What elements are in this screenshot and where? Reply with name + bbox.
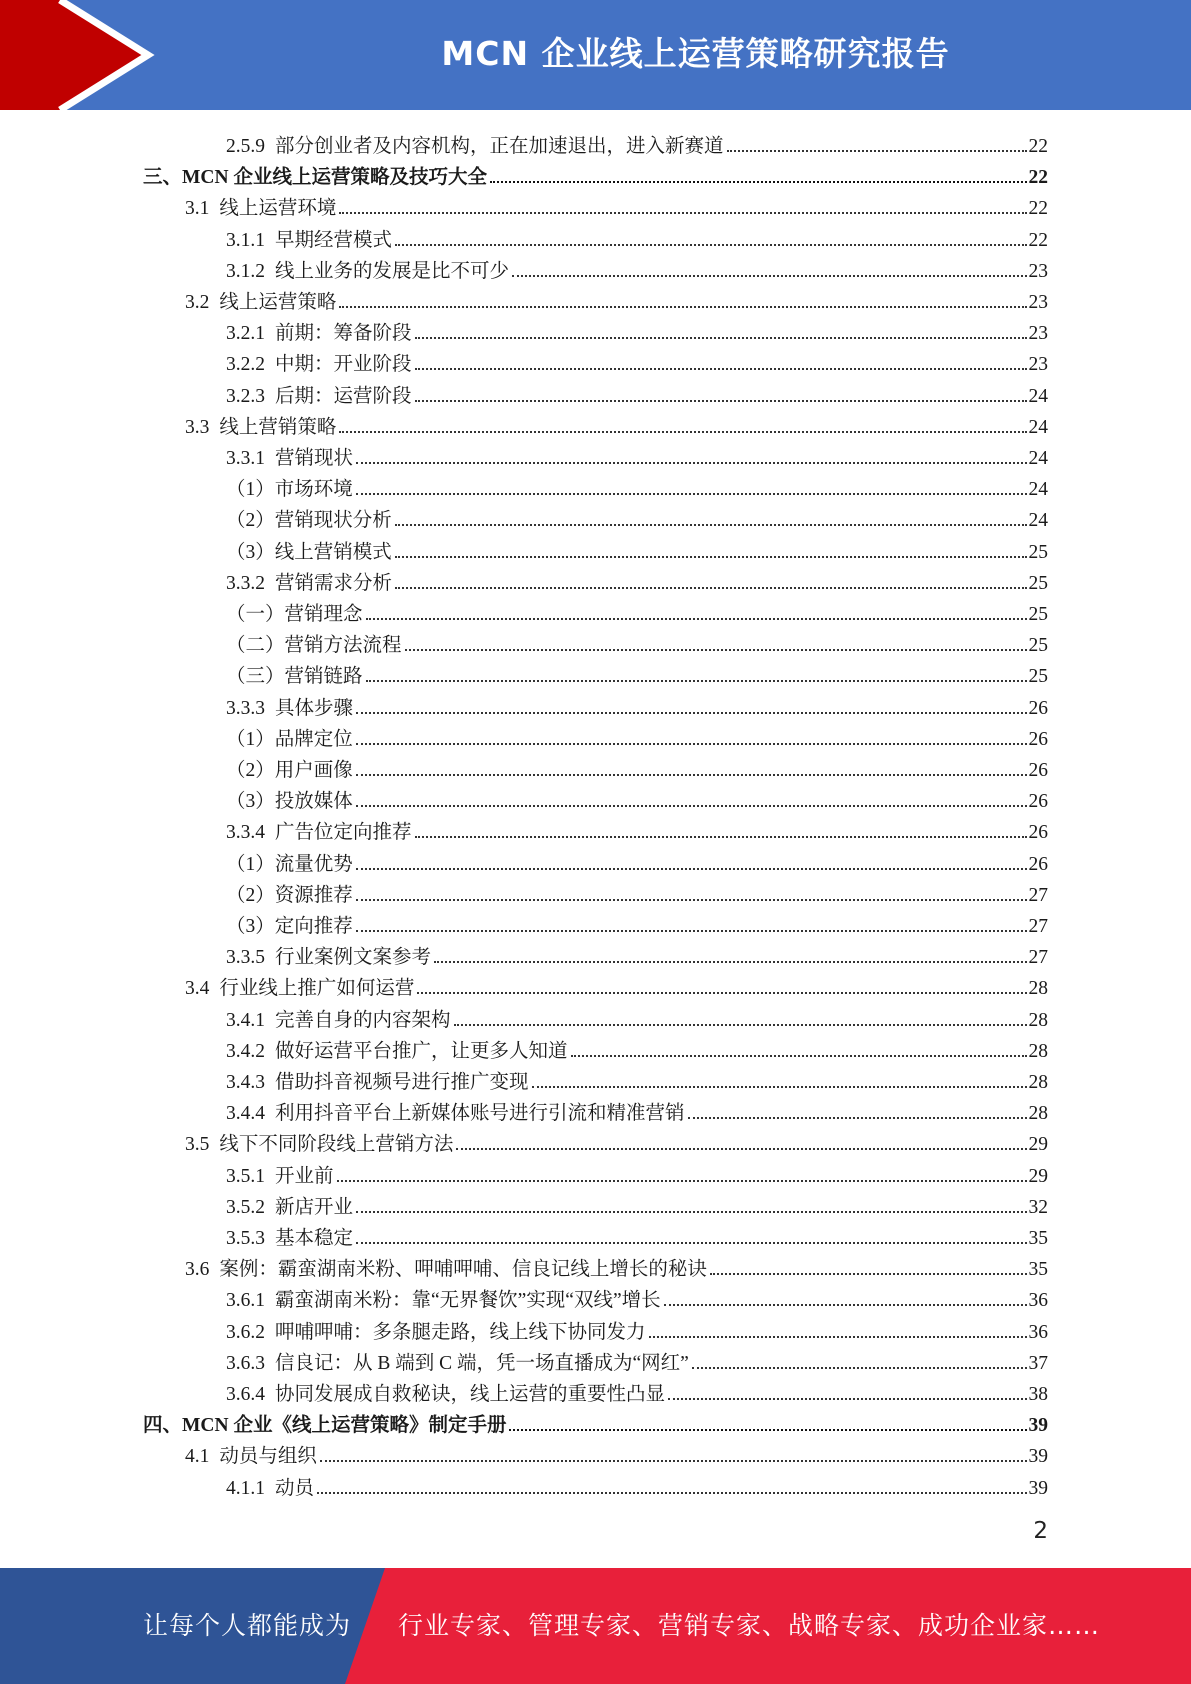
toc-entry-page: 39 — [1028, 1415, 1048, 1437]
toc-entry-number: 3.5.3 — [226, 1228, 265, 1249]
toc-entry[interactable] — [185, 1437, 1048, 1468]
toc-entry-page: 28 — [1028, 1009, 1048, 1031]
toc-entry-page: 24 — [1028, 416, 1048, 438]
toc-entry-page: 26 — [1028, 853, 1048, 875]
toc-entry-page: 29 — [1028, 1134, 1048, 1156]
toc-entry-title: （2）资源推荐 — [226, 884, 353, 906]
toc-entry-title: （3）线上营销模式 — [226, 541, 392, 563]
toc-entry-number: 3.4.1 — [226, 1009, 265, 1031]
toc-entry-page: 24 — [1028, 479, 1048, 501]
toc-entry[interactable] — [226, 1469, 1048, 1500]
toc-leader-dots — [339, 305, 1026, 308]
toc-entry-title: 营销现状 — [275, 448, 354, 469]
toc-entry-number: 3.3.1 — [226, 448, 265, 469]
toc-entry[interactable] — [226, 1157, 1048, 1188]
toc-leader-dots — [356, 1210, 1026, 1213]
toc-leader-dots — [727, 149, 1027, 152]
toc-leader-dots — [356, 773, 1027, 776]
toc-entry-page: 29 — [1028, 1165, 1048, 1187]
toc-entry-number: 3.2.2 — [226, 354, 265, 376]
toc-leader-dots — [356, 492, 1027, 495]
toc-entry-page: 27 — [1028, 916, 1048, 937]
toc-entry-page: 39 — [1028, 1446, 1048, 1468]
toc-entry-page: 26 — [1028, 791, 1048, 813]
toc-entry-title: 具体步骤 — [275, 697, 354, 719]
toc-entry[interactable] — [226, 689, 1048, 720]
toc-leader-dots — [688, 1116, 1027, 1119]
toc-leader-dots — [366, 679, 1027, 682]
toc-entry-title: （三）营销链路 — [226, 666, 363, 688]
toc-leader-dots — [356, 742, 1027, 745]
toc-entry[interactable] — [226, 314, 1048, 345]
toc-entry-page: 36 — [1028, 1290, 1048, 1312]
toc-leader-dots — [509, 1428, 1026, 1431]
toc-entry[interactable] — [226, 345, 1048, 376]
toc-entry[interactable] — [226, 782, 1048, 813]
toc-entry-title: 完善自身的内容架构 — [275, 1009, 451, 1031]
toc-leader-dots — [356, 461, 1026, 464]
toc-entry-title: 早期经营模式 — [275, 229, 393, 251]
toc-leader-dots — [490, 180, 1027, 183]
toc-entry-page: 28 — [1028, 978, 1048, 1000]
toc-entry-number: 3.5.2 — [226, 1196, 265, 1218]
toc-entry-page: 22 — [1028, 167, 1048, 189]
toc-leader-dots — [339, 430, 1026, 433]
toc-entry-number: 3.5 — [185, 1134, 210, 1156]
toc-entry[interactable] — [226, 751, 1048, 782]
toc-entry-page: 27 — [1028, 947, 1048, 969]
toc-entry-page: 36 — [1028, 1321, 1048, 1343]
toc-entry-page: 23 — [1028, 292, 1048, 313]
toc-entry-title: （2）营销现状分析 — [226, 510, 392, 532]
toc-entry-title: 四、MCN 企业《线上运营策略》制定手册 — [143, 1415, 507, 1437]
toc-leader-dots — [415, 336, 1027, 339]
toc-entry[interactable] — [226, 876, 1048, 907]
toc-entry-title: 线下不同阶段线上营销方法 — [219, 1134, 454, 1156]
toc-leader-dots — [405, 648, 1027, 651]
toc-entry[interactable] — [185, 969, 1048, 1000]
toc-entry-title: 信良记：从 B 端到 C 端，凭一场直播成为“网红” — [275, 1352, 689, 1374]
toc-entry-title: 中期：开业阶段 — [275, 354, 412, 376]
toc-entry[interactable] — [143, 158, 1048, 189]
toc-entry-title: （3）定向推荐 — [226, 916, 353, 937]
toc-entry[interactable] — [226, 1094, 1048, 1125]
toc-leader-dots — [512, 274, 1026, 277]
toc-leader-dots — [415, 835, 1027, 838]
toc-entry-number: 3.4.4 — [226, 1103, 265, 1125]
toc-entry-number: 2.5.9 — [226, 136, 265, 157]
toc-entry[interactable] — [226, 1188, 1048, 1219]
toc-entry-title: 行业线上推广如何运营 — [219, 978, 415, 1000]
toc-leader-dots — [395, 555, 1027, 558]
toc-leader-dots — [456, 1147, 1026, 1150]
toc-entry-number: 3.3 — [185, 416, 210, 438]
toc-leader-dots — [356, 711, 1026, 714]
toc-entry-title: 三、MCN 企业线上运营策略及技巧大全 — [143, 167, 487, 189]
toc-leader-dots — [339, 211, 1026, 214]
toc-entry-title: 后期：运营阶段 — [275, 385, 412, 407]
footer-banner — [0, 1568, 1191, 1684]
toc-entry-title: （一）营销理念 — [226, 604, 363, 625]
toc-entry-page: 37 — [1028, 1352, 1048, 1374]
toc-leader-dots — [417, 991, 1026, 994]
toc-entry-number: 3.6.4 — [226, 1384, 265, 1405]
toc-entry[interactable] — [185, 189, 1048, 220]
toc-entry-title: （1）流量优势 — [226, 853, 353, 875]
toc-entry[interactable] — [226, 595, 1048, 626]
toc-entry[interactable] — [226, 501, 1048, 532]
toc-entry-page: 26 — [1028, 697, 1048, 719]
toc-entry-number: 3.2.1 — [226, 323, 265, 345]
toc-leader-dots — [434, 960, 1026, 963]
toc-entry-title: 广告位定向推荐 — [275, 822, 412, 844]
toc-entry-page: 24 — [1028, 510, 1048, 532]
toc-leader-dots — [366, 617, 1027, 620]
toc-entry-number: 3.4.2 — [226, 1040, 265, 1062]
toc-entry-title: 线上营销策略 — [219, 416, 337, 438]
toc-entry-page: 22 — [1028, 198, 1048, 220]
toc-entry-page: 25 — [1028, 666, 1048, 688]
toc-entry-number: 3.6.1 — [226, 1290, 265, 1312]
toc-entry-number: 4.1 — [185, 1446, 210, 1468]
toc-entry[interactable] — [226, 439, 1048, 470]
footer-slogan-left: 让每个人都能成为 — [143, 1611, 352, 1640]
toc-entry-page: 24 — [1028, 448, 1048, 469]
toc-entry-page: 28 — [1028, 1103, 1048, 1125]
toc-entry-title: 线上运营策略 — [219, 292, 337, 313]
toc-entry-title: （二）营销方法流程 — [226, 635, 402, 657]
toc-entry-title: 利用抖音平台上新媒体账号进行引流和精准营销 — [275, 1103, 685, 1125]
toc-entry-title: （1）品牌定位 — [226, 728, 353, 750]
toc-entry-title: 动员 — [275, 1477, 315, 1499]
toc-entry-number: 3.2 — [185, 292, 210, 313]
toc-entry[interactable] — [185, 408, 1048, 439]
toc-entry-page: 28 — [1028, 1072, 1048, 1093]
toc-entry-page: 32 — [1028, 1196, 1048, 1218]
toc-entry-number: 3.4 — [185, 978, 210, 1000]
toc-entry-number: 3.2.3 — [226, 385, 265, 407]
toc-entry-title: 协同发展成自救秘诀，线上运营的重要性凸显 — [275, 1384, 666, 1405]
toc-entry-page: 23 — [1028, 323, 1048, 345]
toc-entry-title: 前期：筹备阶段 — [275, 323, 412, 345]
toc-entry[interactable] — [226, 1001, 1048, 1032]
toc-leader-dots — [337, 1179, 1027, 1182]
toc-entry[interactable] — [226, 127, 1048, 158]
toc-leader-dots — [710, 1272, 1027, 1275]
toc-entry-title: 行业案例文案参考 — [275, 947, 432, 969]
toc-leader-dots — [320, 1459, 1027, 1462]
toc-entry-title: 做好运营平台推广，让更多人知道 — [275, 1040, 568, 1062]
toc-entry[interactable] — [226, 1063, 1048, 1094]
document-title: MCN 企业线上运营策略研究报告 — [441, 34, 950, 73]
toc-entry-title: 呷哺呷哺：多条腿走路，线上线下协同发力 — [275, 1321, 646, 1343]
toc-leader-dots — [395, 586, 1026, 589]
toc-entry[interactable] — [226, 720, 1048, 751]
toc-entry-title: 基本稳定 — [275, 1228, 354, 1249]
toc-entry[interactable] — [226, 938, 1048, 969]
toc-entry[interactable] — [226, 813, 1048, 844]
toc-entry[interactable] — [226, 252, 1048, 283]
toc-entry-number: 3.3.5 — [226, 947, 265, 969]
toc-entry[interactable] — [185, 1250, 1048, 1281]
toc-entry-page: 25 — [1028, 604, 1048, 625]
toc-entry[interactable] — [226, 1313, 1048, 1344]
toc-entry-page: 23 — [1028, 354, 1048, 376]
toc-entry-title: （2）用户画像 — [226, 760, 353, 781]
toc-entry-page: 23 — [1028, 260, 1048, 282]
red-chevron-arrow-icon — [0, 0, 160, 110]
toc-entry-page: 22 — [1028, 136, 1048, 157]
toc-entry-page: 25 — [1028, 572, 1048, 594]
toc-entry-title: 动员与组织 — [219, 1446, 317, 1468]
toc-entry[interactable] — [226, 564, 1048, 595]
toc-entry-page: 26 — [1028, 822, 1048, 844]
toc-leader-dots — [415, 399, 1027, 402]
toc-entry-number: 3.1.2 — [226, 260, 265, 282]
toc-entry[interactable] — [226, 1219, 1048, 1250]
toc-entry-number: 3.5.1 — [226, 1165, 265, 1187]
toc-entry[interactable] — [226, 657, 1048, 688]
toc-entry-page: 35 — [1028, 1228, 1048, 1249]
toc-entry-number: 3.3.2 — [226, 572, 265, 594]
toc-leader-dots — [356, 898, 1027, 901]
toc-entry[interactable] — [226, 907, 1048, 938]
toc-entry[interactable] — [185, 1125, 1048, 1156]
toc-leader-dots — [395, 243, 1026, 246]
toc-entry-page: 22 — [1028, 229, 1048, 251]
toc-entry-page: 39 — [1028, 1477, 1048, 1499]
toc-leader-dots — [356, 867, 1027, 870]
toc-leader-dots — [571, 1054, 1027, 1057]
toc-leader-dots — [356, 929, 1027, 932]
toc-entry-number: 4.1.1 — [226, 1477, 265, 1499]
toc-entry[interactable] — [185, 283, 1048, 314]
toc-entry[interactable] — [226, 845, 1048, 876]
toc-leader-dots — [395, 523, 1027, 526]
toc-leader-dots — [356, 804, 1027, 807]
toc-entry-title: 开业前 — [275, 1165, 334, 1187]
toc-entry-number: 3.4.3 — [226, 1072, 265, 1093]
toc-entry-number: 3.6.3 — [226, 1352, 265, 1374]
toc-entry-title: 霸蛮湖南米粉：靠“无界餐饮”实现“双线”增长 — [275, 1290, 661, 1312]
toc-entry-number: 3.3.3 — [226, 697, 265, 719]
toc-entry[interactable] — [226, 1344, 1048, 1375]
page-number: 2 — [1033, 1518, 1048, 1544]
toc-entry-title: 借助抖音视频号进行推广变现 — [275, 1072, 529, 1093]
footer-slogan-right: 行业专家、管理专家、营销专家、战略专家、成功企业家…… — [398, 1611, 1101, 1640]
toc-entry-title: 新店开业 — [275, 1196, 354, 1218]
toc-entry[interactable] — [226, 533, 1048, 564]
toc-leader-dots — [668, 1397, 1026, 1400]
toc-entry-number: 3.3.4 — [226, 822, 265, 844]
toc-entry-title: （1）市场环境 — [226, 479, 353, 501]
toc-entry[interactable] — [226, 626, 1048, 657]
toc-entry[interactable] — [226, 377, 1048, 408]
toc-entry[interactable] — [226, 1032, 1048, 1063]
toc-entry-title: 线上业务的发展是比不可少 — [275, 260, 510, 282]
toc-leader-dots — [415, 367, 1027, 370]
toc-leader-dots — [649, 1335, 1027, 1338]
toc-entry[interactable] — [226, 221, 1048, 252]
header-banner — [0, 0, 1191, 110]
toc-entry-page: 28 — [1028, 1040, 1048, 1062]
toc-leader-dots — [664, 1303, 1027, 1306]
toc-entry[interactable] — [226, 470, 1048, 501]
toc-entry-page: 26 — [1028, 728, 1048, 750]
toc-entry-page: 27 — [1028, 884, 1048, 906]
toc-leader-dots — [532, 1085, 1027, 1088]
toc-entry[interactable] — [226, 1281, 1048, 1312]
toc-leader-dots — [454, 1023, 1027, 1026]
toc-entry-page: 35 — [1028, 1259, 1048, 1281]
toc-entry-page: 25 — [1028, 635, 1048, 657]
toc-entry-title: 线上运营环境 — [219, 198, 337, 220]
toc-leader-dots — [356, 1241, 1026, 1244]
toc-entry-page: 38 — [1028, 1384, 1048, 1405]
toc-entry-title: 案例：霸蛮湖南米粉、呷哺呷哺、信良记线上增长的秘诀 — [219, 1259, 707, 1281]
toc-entry-number: 3.6.2 — [226, 1321, 265, 1343]
toc-entry-page: 26 — [1028, 760, 1048, 781]
toc-entry-number: 3.1.1 — [226, 229, 265, 251]
toc-entry-number: 3.6 — [185, 1259, 210, 1281]
toc-entry-page: 25 — [1028, 541, 1048, 563]
toc-entry-title: 部分创业者及内容机构，正在加速退出，进入新赛道 — [275, 136, 724, 157]
toc-leader-dots — [317, 1491, 1026, 1494]
toc-entry[interactable] — [226, 1375, 1048, 1406]
toc-entry-page: 24 — [1028, 385, 1048, 407]
toc-leader-dots — [692, 1366, 1027, 1369]
toc-entry-title: （3）投放媒体 — [226, 791, 353, 813]
toc-entry-title: 营销需求分析 — [275, 572, 393, 594]
toc-entry[interactable] — [143, 1406, 1048, 1437]
toc-entry-number: 3.1 — [185, 198, 210, 220]
